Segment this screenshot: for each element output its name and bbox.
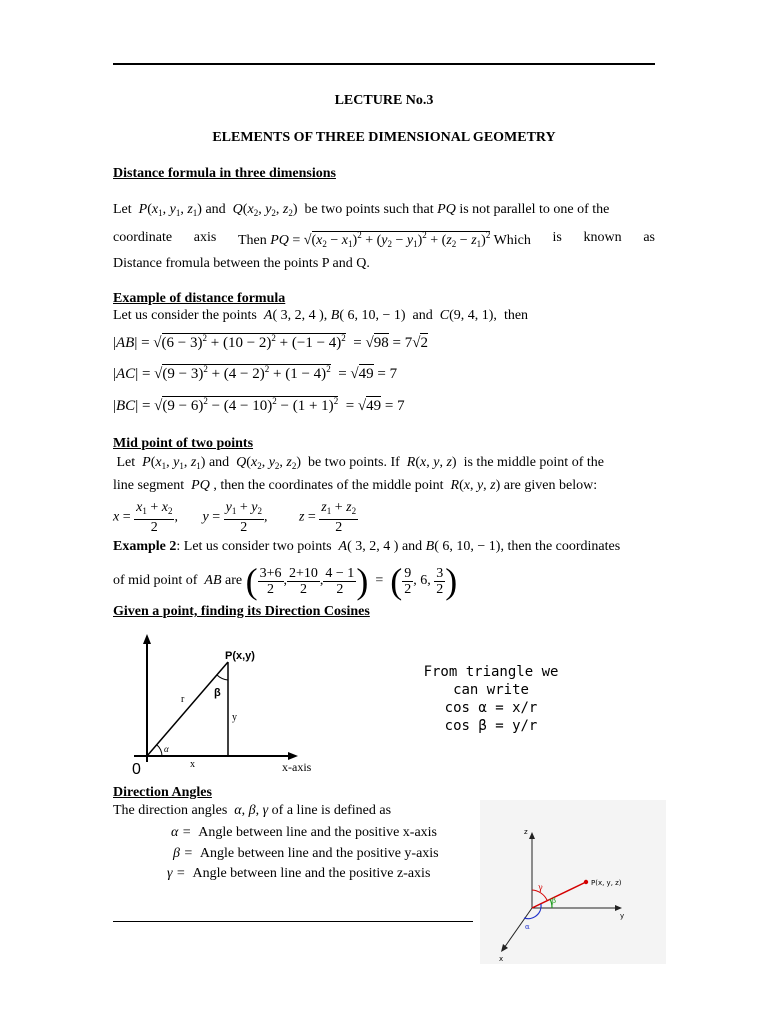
point-label-3d: P(x, y, z) [591, 879, 622, 887]
alpha-label-3d: α [525, 923, 530, 931]
midpoint-line-1: Let $P(x_1$, $y_1$, $z_1$) and $Q(x_2$, $y_2$, $z_2$) be two points. If R(x, y, z) is the middle point of the [116, 455, 604, 471]
note-line-2: can write [453, 682, 529, 698]
hypotenuse-r [147, 662, 228, 756]
distance-line-2: coordinate axis Then PQ = $√(x_2 - x_1)^2 + (y_2 - y_1)^2 + (z_2 - z_1)^2$ Which is known as [113, 230, 655, 249]
beta-arc [217, 675, 228, 680]
x-label: x [190, 759, 195, 770]
beta-label-3d: β [552, 897, 557, 905]
y-label: y [232, 712, 237, 723]
beta-label: β [214, 687, 221, 699]
midpoint-heading: Mid point of two points [113, 436, 254, 451]
example-distance-heading: Example of distance formula [113, 291, 286, 306]
x-axis-label: x-axis [282, 760, 312, 774]
r-label: r [181, 694, 185, 705]
top-rule [113, 63, 655, 65]
example2-line-2: of mid point of AB are ( $\frac{3+6}{2}$ , $\frac{2+10}{2}$ , $\frac{4 - 1}{2}$ ) = ( $\frac{9}{2}$ , 6, $\frac{3}{2}$ ) [113, 561, 458, 601]
bottom-rule [113, 921, 473, 922]
example2-line-1: Example 2: Let us consider two points A( 3, 2, 4 ) and B( 6, 10, − 1), then the coordinates [113, 539, 621, 554]
alpha-arc [157, 745, 162, 756]
eq-ab: $|AB| = √(6 - 3)^2 + (10 - 2)^2 + (-1 - 4)^2 = √98 = 7√2$ [113, 333, 428, 351]
lecture-title: LECTURE No.3 [334, 93, 434, 108]
origin-label: 0 [132, 761, 141, 778]
y-axis-arrow [143, 634, 151, 644]
triangle-note [400, 663, 582, 735]
note-line-1: From triangle we [423, 664, 559, 680]
distance-line-3: Distance fromula between the points P and Q. [113, 256, 370, 271]
distance-line-1: Let $P(x_1$, $y_1$, $z_1$) and $Q(x_2$, $y_2$, $z_2$) be two points such that PQ is not parallel to one of the [113, 202, 610, 218]
chapter-title: ELEMENTS OF THREE DIMENSIONAL GEOMETRY [212, 130, 556, 145]
point-label: P(x,y) [225, 650, 255, 662]
triangle-diagram [120, 632, 340, 780]
angle-item-beta: β = Angle between line and the positive y-axis [173, 846, 439, 861]
z-label-3d: z [524, 828, 528, 836]
eq-ac: $|AC| = √(9 - 3)^2 + (4 - 2)^2 + (1 - 4)^2 = √49 = 7$ [113, 364, 398, 382]
x-label-3d: x [499, 955, 504, 963]
angle-item-gamma: γ = Angle between line and the positive z-axis [167, 866, 431, 881]
y-label-3d: y [620, 912, 625, 920]
gamma-label-3d: γ [538, 883, 543, 892]
midpoint-formulas: x = $\frac{x_1 + x_2}{2}$ , y = $\frac{y_1 + y_2}{2}$ , z = $\frac{z_1 + z_2}{2}$ [113, 500, 357, 535]
x-axis-arrow [288, 752, 298, 760]
distance-heading: Distance formula in three dimensions [113, 166, 336, 181]
point-p [584, 880, 588, 884]
eq-bc: $|BC| = √(9 - 6)^2 - (4 - 10)^2 - (1 + 1)^2 = √49 = 7$ [113, 396, 405, 414]
direction-angles-3d-diagram [480, 800, 666, 964]
direction-angles-intro: The direction angles α, β, γ of a line is defined as [113, 803, 392, 818]
angle-item-alpha: α = Angle between line and the positive x-axis [171, 825, 438, 840]
midpoint-line-2: line segment PQ , then the coordinates of the middle point R(x, y, z) are given below: [113, 478, 598, 493]
alpha-label: α [164, 744, 169, 754]
note-line-3: cos α = x/r [444, 700, 538, 716]
direction-cosines-heading: Given a point, finding its Direction Cosines [113, 604, 370, 619]
example-distance-intro: Let us consider the points A( 3, 2, 4 ), B( 6, 10, − 1) and C(9, 4, 1), then [113, 308, 529, 323]
direction-angles-heading: Direction Angles [113, 785, 212, 800]
note-line-4: cos β = y/r [444, 718, 538, 734]
